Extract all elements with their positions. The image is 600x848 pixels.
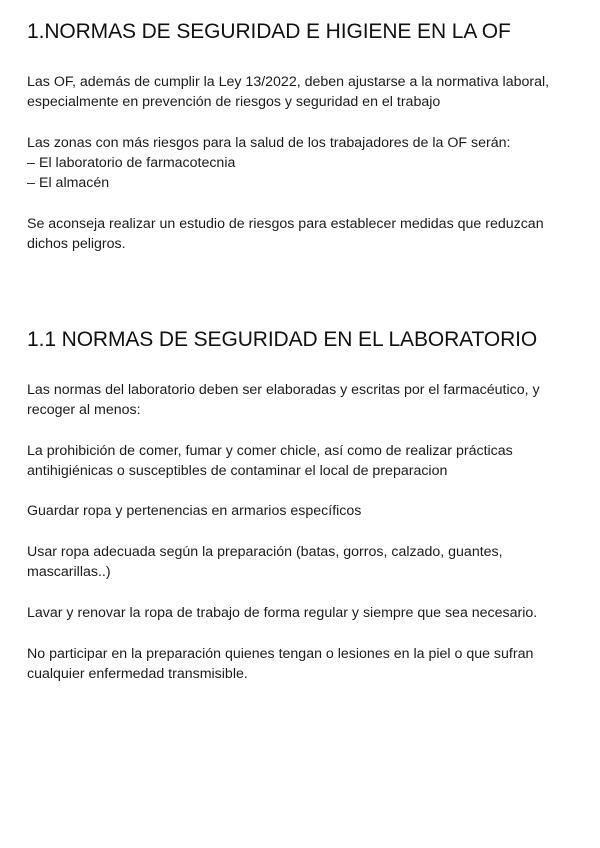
risk-zone-text: El almacén	[39, 175, 110, 192]
risk-zones-list	[27, 153, 573, 194]
section-2-heading: 1.1 NORMAS DE SEGURIDAD EN EL LABORATORIO	[27, 327, 538, 351]
list-dash-marker: –	[27, 155, 35, 172]
lab-rules-paragraph: Usar ropa adecuada según la preparación (batas, gorros, calzado, guantes, mascarillas..)	[27, 544, 503, 581]
lab-rules-paragraph: Las normas del laboratorio deben ser elaboradas y escritas por el farmacéutico, y recoger al menos:	[27, 381, 540, 418]
list-dash-marker: –	[27, 175, 35, 192]
risk-zone-item	[27, 153, 573, 173]
risk-zone-item	[27, 173, 573, 193]
lab-rules-paragraph: Lavar y renovar la ropa de trabajo de forma regular y siempre que sea necesario.	[27, 604, 538, 621]
section-1-intro-paragraph: Las OF, además de cumplir la Ley 13/2022, deben ajustarse a la normativa laboral, especialmente en prevención de riesgos y seguridad en el trabajo	[27, 74, 550, 111]
lab-rules-paragraph: No participar en la preparación quienes tengan o lesiones en la piel o que sufran cualquier enfermedad transmisible.	[27, 645, 534, 682]
risk-zone-text: El laboratorio de farmacotecnia	[39, 155, 236, 172]
lab-rules-paragraph: La prohibición de comer, fumar y comer chicle, así como de realizar prácticas antihigiénicas o susceptibles de contaminar el local de preparacion	[27, 442, 513, 479]
risk-zones-intro: Las zonas con más riesgos para la salud de los trabajadores de la OF serán:	[27, 134, 511, 151]
section-1-heading: 1.NORMAS DE SEGURIDAD E HIGIENE EN LA OF	[27, 20, 511, 43]
lab-rules-paragraph: Guardar ropa y pertenencias en armarios específicos	[27, 503, 362, 520]
risk-study-advice: Se aconseja realizar un estudio de riesgos para establecer medidas que reduzcan dichos peligros.	[27, 216, 544, 253]
